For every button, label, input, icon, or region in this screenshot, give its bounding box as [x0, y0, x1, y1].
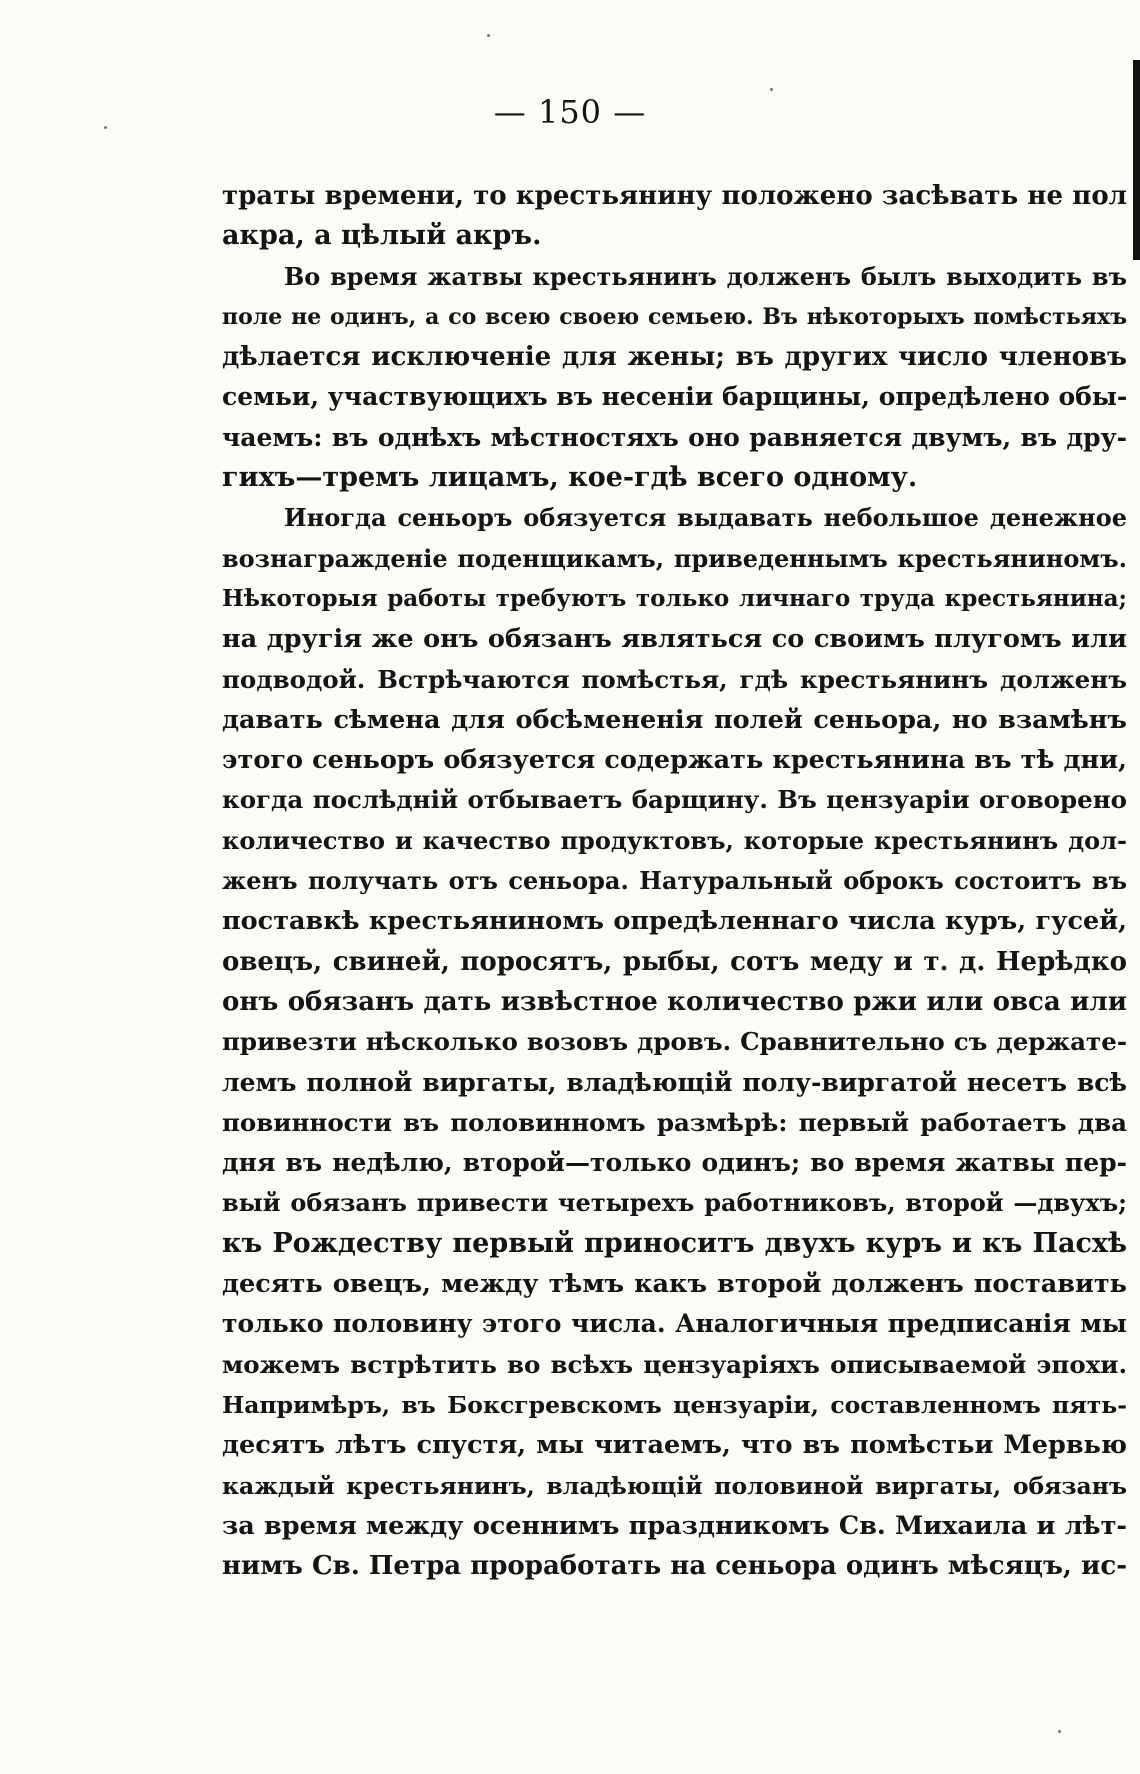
text-line: Нѣкоторыя работы требуютъ только личнаго труда крестьянина;	[222, 584, 1127, 612]
text-line: этого сеньоръ обязуется содержать крестьянина въ тѣ дни,	[222, 745, 1127, 776]
text-line: Напримѣръ, въ Боксгревскомъ цензуарiи, составленномъ пять-	[222, 1390, 1127, 1419]
text-line: повинности въ половинномъ размѣрѣ: первый работаетъ два	[222, 1107, 1127, 1137]
text-line: на другiя же онъ обязанъ являться со своимъ плугомъ или	[222, 624, 1127, 655]
text-line: когда послѣднiй отбываетъ барщину. Въ цензуарiи оговорено	[222, 785, 1127, 815]
text-line: десятъ лѣтъ спустя, мы читаемъ, что въ помѣстьи Мервью	[222, 1430, 1127, 1461]
text-line: поставкѣ крестьяниномъ опредѣленнаго числа куръ, гусей,	[222, 906, 1127, 937]
text-line: Во время жатвы крестьянинъ долженъ былъ выходить въ	[284, 261, 1127, 291]
page-edge-shadow	[1133, 60, 1140, 260]
text-line: гихъ—тремъ лицамъ, кое-гдѣ всего одному.	[222, 462, 918, 494]
text-line: подводой. Встрѣчаются помѣстья, гдѣ крестьянинъ долженъ	[222, 664, 1127, 694]
text-line: каждый крестьянинъ, владѣющiй половиной виргаты, обязанъ	[222, 1471, 1127, 1500]
text-line: лемъ полной виргаты, владѣющiй полу-виргатой несетъ всѣ	[222, 1067, 1127, 1097]
text-line: чаемъ: въ однѣхъ мѣстностяхъ оно равняется двумъ, въ дру-	[222, 422, 1127, 452]
text-line: количество и качество продуктовъ, которые крестьянинъ дол-	[222, 825, 1127, 855]
text-line: Иногда сеньоръ обязуется выдавать небольшое денежное	[284, 503, 1127, 533]
text-line: нимъ Св. Петра проработать на сеньора одинъ мѣсяцъ, ис-	[222, 1551, 1127, 1582]
print-speck	[770, 88, 773, 91]
text-line: семьи, участвующихъ въ несенiи барщины, опредѣлено обы-	[222, 382, 1127, 412]
print-speck	[1058, 1730, 1061, 1733]
print-speck	[487, 34, 490, 37]
text-line: привезти нѣсколько возовъ дровъ. Сравнительно съ держате-	[222, 1027, 1127, 1057]
text-line: поле не одинъ, а со всею своею семьею. Въ нѣкоторыхъ помѣстьяхъ	[222, 303, 1127, 330]
page-number: — 150 —	[493, 93, 647, 131]
text-line: вый обязанъ привести четырехъ работниковъ, второй —двухъ;	[222, 1188, 1127, 1218]
text-line: дѣлается исключенiе для жены; въ других число членовъ	[222, 342, 1127, 373]
text-line: женъ получать отъ сеньора. Натуральный оброкъ состоитъ въ	[222, 866, 1127, 896]
text-line: акра, а цѣлый акръ.	[222, 220, 542, 252]
text-line: овецъ, свиней, поросятъ, рыбы, сотъ меду и т. д. Нерѣдко	[222, 946, 1127, 977]
text-line: онъ обязанъ дать извѣстное количество ржи или овса или	[222, 986, 1127, 1017]
text-line: дня въ недѣлю, второй—только одинъ; во время жатвы пер-	[222, 1148, 1127, 1178]
text-line: можемъ встрѣтить во всѣхъ цензуарiяхъ описываемой эпохи.	[222, 1349, 1127, 1379]
text-line: траты времени, то крестьянину положено засѣвать не пол	[222, 181, 1127, 211]
text-line: за время между осеннимъ праздникомъ Св. Михаила и лѣт-	[222, 1510, 1127, 1541]
text-line: только половину этого числа. Аналогичныя предписанiя мы	[222, 1309, 1127, 1339]
body-text	[222, 176, 1127, 1586]
text-line: къ Рождеству первый приноситъ двухъ куръ и къ Пасхѣ	[222, 1227, 1127, 1259]
text-line: вознагражденiе поденщикамъ, приведеннымъ крестьяниномъ.	[222, 543, 1127, 573]
text-line: десять овецъ, между тѣмъ какъ второй долженъ поставить	[222, 1269, 1127, 1300]
text-line: давать сѣмена для обсѣмененiя полей сеньора, но взамѣнъ	[222, 704, 1127, 735]
